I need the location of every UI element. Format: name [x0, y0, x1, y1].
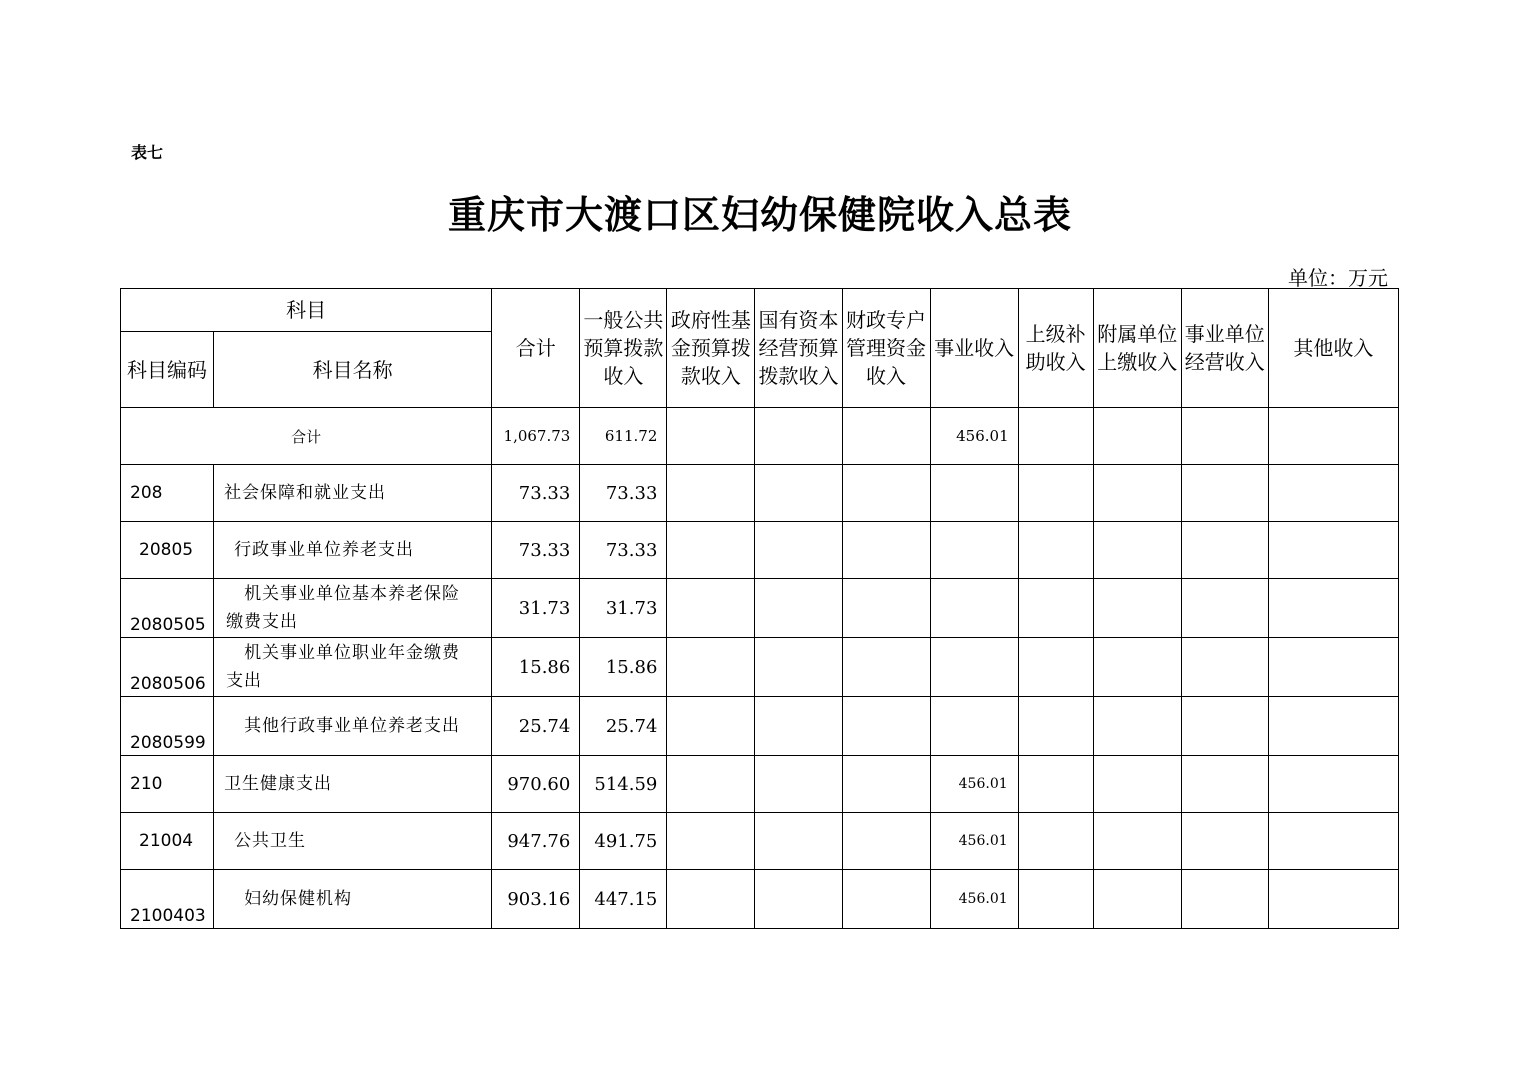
empty-cell	[667, 465, 755, 522]
header-fiscal-special: 财政专户管理资金收入	[842, 289, 930, 408]
empty-cell	[1268, 756, 1398, 813]
empty-cell	[1018, 579, 1093, 638]
empty-cell	[1181, 813, 1268, 870]
business-income-cell: 456.01	[930, 870, 1018, 929]
empty-cell	[755, 813, 842, 870]
income-summary-table	[120, 288, 1399, 929]
empty-cell	[842, 870, 930, 929]
empty-cell	[667, 870, 755, 929]
empty-cell	[667, 408, 755, 465]
subject-name: 行政事业单位养老支出	[214, 522, 492, 579]
header-general-budget: 一般公共预算拨款收入	[580, 289, 667, 408]
empty-cell	[1093, 579, 1181, 638]
subject-name: 社会保障和就业支出	[214, 465, 492, 522]
general-budget-cell: 611.72	[580, 408, 667, 465]
total-cell: 1,067.73	[492, 408, 580, 465]
general-budget-cell: 447.15	[580, 870, 667, 929]
subject-code: 2100403	[121, 870, 214, 929]
empty-cell	[667, 579, 755, 638]
total-cell: 970.60	[492, 756, 580, 813]
empty-cell	[1018, 756, 1093, 813]
general-budget-cell: 491.75	[580, 813, 667, 870]
empty-cell	[1268, 465, 1398, 522]
empty-cell	[1181, 870, 1268, 929]
empty-cell	[1268, 408, 1398, 465]
subject-name: 其他行政事业单位养老支出	[214, 697, 492, 756]
empty-cell	[1018, 408, 1093, 465]
total-label: 合计	[121, 408, 492, 465]
header-subject-name: 科目名称	[214, 332, 492, 408]
empty-cell	[842, 638, 930, 697]
empty-cell	[1093, 813, 1181, 870]
empty-cell	[1268, 579, 1398, 638]
subject-name: 卫生健康支出	[214, 756, 492, 813]
table-row	[121, 756, 1399, 813]
empty-cell	[842, 408, 930, 465]
total-cell: 73.33	[492, 465, 580, 522]
document-title: 重庆市大渡口区妇幼保健院收入总表	[447, 192, 1072, 237]
empty-cell	[1093, 870, 1181, 929]
empty-cell	[842, 697, 930, 756]
empty-cell	[755, 638, 842, 697]
empty-cell	[1181, 697, 1268, 756]
header-gov-fund: 政府性基金预算拨款收入	[667, 289, 755, 408]
header-subject: 科目	[121, 289, 492, 332]
empty-cell	[1093, 465, 1181, 522]
empty-cell	[667, 638, 755, 697]
business-income-cell: 456.01	[930, 408, 1018, 465]
empty-cell	[667, 697, 755, 756]
table-number: 表七	[131, 143, 164, 162]
general-budget-cell: 25.74	[580, 697, 667, 756]
header-business-income: 事业收入	[930, 289, 1018, 408]
empty-cell	[667, 756, 755, 813]
business-income-cell	[930, 638, 1018, 697]
business-income-cell	[930, 465, 1018, 522]
subject-name-line: 支出	[226, 671, 263, 691]
empty-cell	[842, 756, 930, 813]
empty-cell	[1018, 697, 1093, 756]
empty-cell	[1093, 638, 1181, 697]
subject-code: 210	[121, 756, 214, 813]
empty-cell	[1181, 638, 1268, 697]
empty-cell	[1093, 408, 1181, 465]
table-row	[121, 522, 1399, 579]
subject-name: 妇幼保健机构	[214, 870, 492, 929]
table-row	[121, 465, 1399, 522]
empty-cell	[842, 579, 930, 638]
header-business-operation: 事业单位经营收入	[1181, 289, 1268, 408]
empty-cell	[842, 813, 930, 870]
header-other-income: 其他收入	[1268, 289, 1398, 408]
empty-cell	[1181, 465, 1268, 522]
subject-name	[214, 579, 492, 638]
header-affiliate-payment: 附属单位上缴收入	[1093, 289, 1181, 408]
table-row	[121, 638, 1399, 697]
empty-cell	[1268, 697, 1398, 756]
business-income-cell	[930, 579, 1018, 638]
total-cell: 15.86	[492, 638, 580, 697]
empty-cell	[1093, 697, 1181, 756]
total-cell: 31.73	[492, 579, 580, 638]
subject-code: 2080599	[121, 697, 214, 756]
header-state-capital: 国有资本经营预算拨款收入	[755, 289, 842, 408]
empty-cell	[667, 813, 755, 870]
empty-cell	[755, 756, 842, 813]
empty-cell	[1181, 579, 1268, 638]
empty-cell	[755, 579, 842, 638]
empty-cell	[1093, 522, 1181, 579]
general-budget-cell: 514.59	[580, 756, 667, 813]
business-income-cell: 456.01	[930, 813, 1018, 870]
empty-cell	[667, 522, 755, 579]
empty-cell	[1018, 638, 1093, 697]
business-income-cell: 456.01	[930, 756, 1018, 813]
total-cell: 73.33	[492, 522, 580, 579]
empty-cell	[1018, 870, 1093, 929]
header-superior-subsidy: 上级补助收入	[1018, 289, 1093, 408]
empty-cell	[1181, 756, 1268, 813]
table-row	[121, 579, 1399, 638]
subject-name-line: 机关事业单位职业年金缴费	[244, 643, 461, 663]
general-budget-cell: 15.86	[580, 638, 667, 697]
subject-code: 21004	[121, 813, 214, 870]
general-budget-cell: 73.33	[580, 522, 667, 579]
empty-cell	[755, 522, 842, 579]
table-row	[121, 697, 1399, 756]
subject-code: 2080506	[121, 638, 214, 697]
table-row	[121, 813, 1399, 870]
subject-code: 208	[121, 465, 214, 522]
empty-cell	[1268, 870, 1398, 929]
business-income-cell	[930, 522, 1018, 579]
total-cell: 25.74	[492, 697, 580, 756]
empty-cell	[1093, 756, 1181, 813]
empty-cell	[1018, 522, 1093, 579]
empty-cell	[755, 465, 842, 522]
empty-cell	[1018, 465, 1093, 522]
empty-cell	[1018, 813, 1093, 870]
empty-cell	[1181, 522, 1268, 579]
empty-cell	[755, 870, 842, 929]
business-income-cell	[930, 697, 1018, 756]
empty-cell	[1268, 638, 1398, 697]
subject-name-line: 机关事业单位基本养老保险	[244, 584, 461, 604]
subject-name	[214, 638, 492, 697]
table-row-total	[121, 408, 1399, 465]
unit-label: 单位：万元	[1288, 266, 1388, 290]
empty-cell	[1268, 522, 1398, 579]
empty-cell	[842, 465, 930, 522]
subject-code: 20805	[121, 522, 214, 579]
empty-cell	[1268, 813, 1398, 870]
table-row	[121, 870, 1399, 929]
empty-cell	[755, 697, 842, 756]
header-subject-code: 科目编码	[121, 332, 214, 408]
empty-cell	[842, 522, 930, 579]
general-budget-cell: 31.73	[580, 579, 667, 638]
total-cell: 903.16	[492, 870, 580, 929]
subject-name-line: 缴费支出	[226, 612, 299, 632]
total-cell: 947.76	[492, 813, 580, 870]
subject-code: 2080505	[121, 579, 214, 638]
empty-cell	[755, 408, 842, 465]
general-budget-cell: 73.33	[580, 465, 667, 522]
header-total: 合计	[492, 289, 580, 408]
subject-name: 公共卫生	[214, 813, 492, 870]
empty-cell	[1181, 408, 1268, 465]
